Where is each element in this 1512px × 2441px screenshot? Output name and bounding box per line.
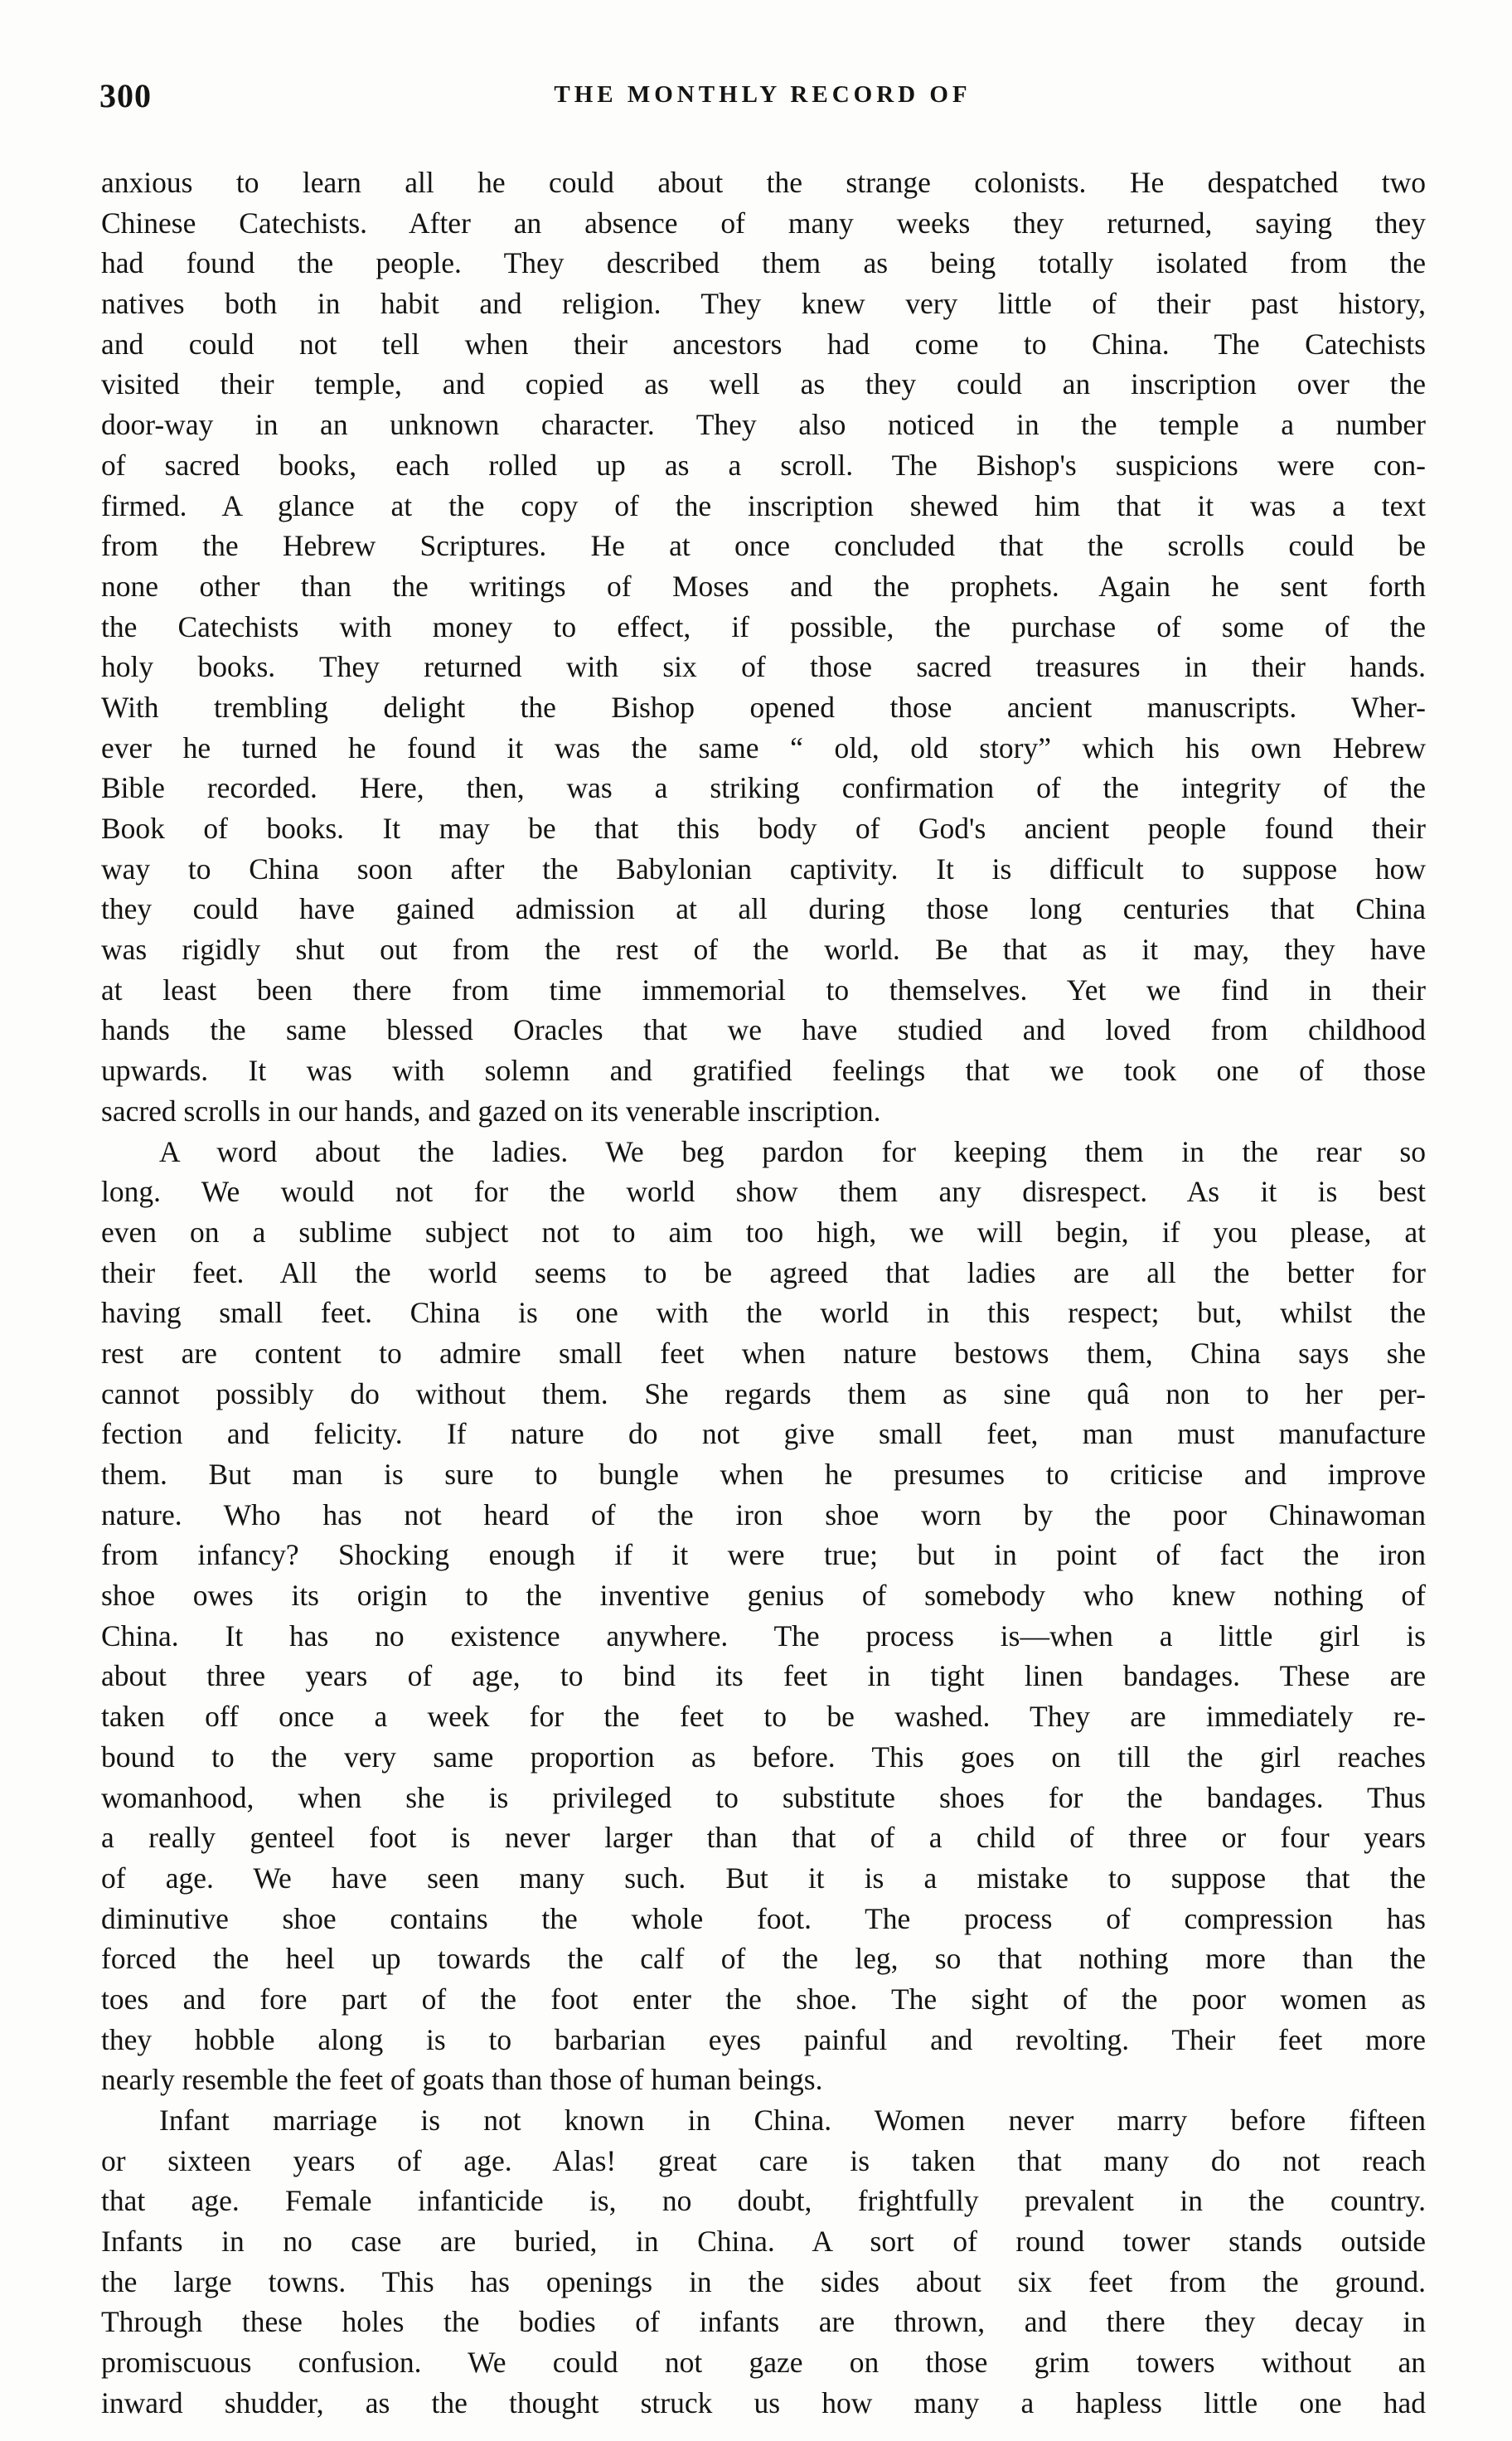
text-line: Infants in no case are buried, in China. A sort of round tower stands outside: [101, 2225, 1426, 2259]
text-line: diminutive shoe contains the whole foot. The process of compression has: [101, 1901, 1426, 1935]
paragraph-start-line: Infant marriage is not known in China. Women never marry before fifteen: [159, 2104, 1426, 2137]
text-line: of age. We have seen many such. But it is a mistake to suppose that the: [101, 1861, 1426, 1895]
text-line: from the Hebrew Scriptures. He at once concluded that the scrolls could be: [101, 529, 1426, 563]
text-line: natives both in habit and religion. They knew very little of their past history,: [101, 287, 1426, 321]
text-line: even on a sublime subject not to aim too high, we will begin, if you please, at: [101, 1215, 1426, 1249]
page-header: [99, 76, 1426, 118]
text-line: China. It has no existence anywhere. The process is—when a little girl is: [101, 1618, 1426, 1652]
text-line: rest are content to admire small feet when nature bestows them, China says she: [101, 1336, 1426, 1370]
text-line: the Catechists with money to effect, if possible, the purchase of some of the: [101, 609, 1426, 643]
text-line: way to China soon after the Babylonian captivity. It is difficult to suppose how: [101, 852, 1426, 886]
text-line: and could not tell when their ancestors had come to China. The Catechists: [101, 327, 1426, 361]
text-line: holy books. They returned with six of those sacred treasures in their hands.: [101, 650, 1426, 684]
text-line: Bible recorded. Here, then, was a striking confirmation of the integrity of the: [101, 771, 1426, 805]
text-line: shoe owes its origin to the inventive genius of somebody who knew nothing of: [101, 1579, 1426, 1613]
text-line: door-way in an unknown character. They also noticed in the temple a number: [101, 408, 1426, 442]
text-line: firmed. A glance at the copy of the inscription shewed him that it was a text: [101, 488, 1426, 522]
running-title: THE MONTHLY RECORD OF: [554, 81, 972, 108]
text-line: toes and fore part of the foot enter the shoe. The sight of the poor women as: [101, 1982, 1426, 2016]
text-line: visited their temple, and copied as well as they could an inscription over the: [101, 367, 1426, 401]
text-line: or sixteen years of age. Alas! great care is taken that many do not reach: [101, 2143, 1426, 2177]
text-line: womanhood, when she is privileged to substitute shoes for the bandages. Thus: [101, 1780, 1426, 1814]
text-line: nature. Who has not heard of the iron shoe worn by the poor Chinawoman: [101, 1497, 1426, 1531]
text-line: cannot possibly do without them. She regards them as sine quâ non to her per-: [101, 1376, 1426, 1410]
body-text: [101, 163, 1426, 2424]
text-line: none other than the writings of Moses and the prophets. Again he sent forth: [101, 569, 1426, 603]
text-line: Chinese Catechists. After an absence of many weeks they returned, saying they: [101, 206, 1426, 240]
text-line: from infancy? Shocking enough if it were true; but in point of fact the iron: [101, 1538, 1426, 1572]
text-line: about three years of age, to bind its feet in tight linen bandages. These are: [101, 1659, 1426, 1693]
page-number: 300: [99, 77, 152, 114]
text-line: anxious to learn all he could about the strange colonists. He despatched two: [101, 166, 1426, 199]
text-line: hands the same blessed Oracles that we have studied and loved from childhood: [101, 1013, 1426, 1047]
text-line: sacred scrolls in our hands, and gazed on its venerable inscription.: [101, 1094, 881, 1128]
text-line: they could have gained admission at all during those long centuries that China: [101, 892, 1426, 926]
text-line: them. But man is sure to bungle when he presumes to criticise and improve: [101, 1458, 1426, 1491]
text-line: long. We would not for the world show them any disrespect. As it is best: [101, 1175, 1426, 1209]
text-line: Through these holes the bodies of infants are thrown, and there they decay in: [101, 2305, 1426, 2339]
text-line: Book of books. It may be that this body of God's ancient people found their: [101, 812, 1426, 845]
text-line: promiscuous confusion. We could not gaze on those grim towers without an: [101, 2346, 1426, 2380]
text-line: inward shudder, as the thought struck us how many a hapless little one had: [101, 2385, 1426, 2419]
text-line: was rigidly shut out from the rest of the world. Be that as it may, they have: [101, 933, 1426, 967]
text-line: forced the heel up towards the calf of the leg, so that nothing more than the: [101, 1942, 1426, 1976]
text-line: fection and felicity. If nature do not give small feet, man must manufacture: [101, 1417, 1426, 1451]
text-line: of sacred books, each rolled up as a scroll. The Bishop's suspicions were con-: [101, 448, 1426, 482]
paragraph-start-line: A word about the ladies. We beg pardon for keeping them in the rear so: [159, 1134, 1426, 1168]
text-line: that age. Female infanticide is, no doubt, frightfully prevalent in the country.: [101, 2184, 1426, 2218]
text-line: having small feet. China is one with the world in this respect; but, whilst the: [101, 1296, 1426, 1330]
text-line: ever he turned he found it was the same “ old, old story” which his own Hebrew: [101, 730, 1426, 764]
text-line: a really genteel foot is never larger than that of a child of three or four years: [101, 1821, 1426, 1855]
text-line: at least been there from time immemorial to themselves. Yet we find in their: [101, 973, 1426, 1007]
text-line: nearly resemble the feet of goats than those of human beings.: [101, 2063, 823, 2097]
text-line: the large towns. This has openings in the sides about six feet from the ground.: [101, 2264, 1426, 2298]
text-line: With trembling delight the Bishop opened those ancient manuscripts. Wher-: [101, 690, 1426, 724]
text-line: taken off once a week for the feet to be washed. They are immediately re-: [101, 1700, 1426, 1734]
text-line: they hobble along is to barbarian eyes painful and revolting. Their feet more: [101, 2022, 1426, 2056]
text-line: upwards. It was with solemn and gratified feelings that we took one of those: [101, 1054, 1426, 1088]
text-line: had found the people. They described them as being totally isolated from the: [101, 246, 1426, 280]
text-line: bound to the very same proportion as before. This goes on till the girl reaches: [101, 1740, 1426, 1774]
text-line: their feet. All the world seems to be agreed that ladies are all the better for: [101, 1255, 1426, 1289]
